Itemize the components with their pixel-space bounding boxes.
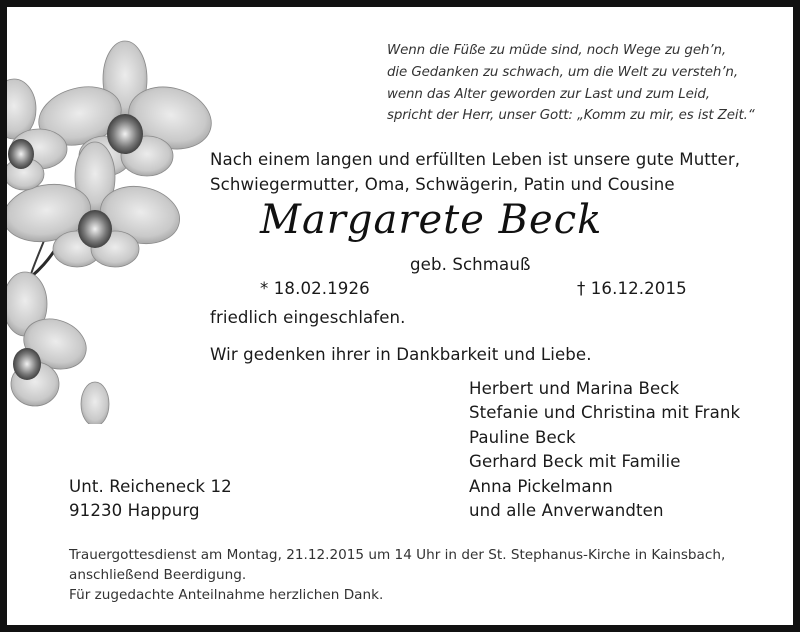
mourner-entry: und alle Anverwandten [469,501,664,521]
mourner-entry: Stefanie und Christina mit Frank [469,403,741,423]
mourner-entry: Pauline Beck [469,427,576,447]
mourner-entry: Gerhard Beck mit Familie [469,452,681,472]
service-line: Für zugedachte Anteilnahme herzlichen Dank. [69,587,384,604]
poem-line: Wenn die Füße zu müde sind, noch Wege zu geh’n, [387,43,727,58]
poem-line: die Gedanken zu schwach, um die Welt zu versteh’n, [387,64,738,80]
passed-text: friedlich eingeschlafen. [210,308,406,327]
poem [387,40,755,127]
orchid-image [7,29,217,424]
service-line: Trauergottesdienst am Montag, 21.12.2015 um 14 Uhr in der St. Stephanus-Kirche in Kainsbach, [69,547,726,563]
intro-text [210,147,740,197]
remembrance-text: Wir gedenken ihrer in Dankbarkeit und Liebe. [210,345,592,364]
service-line: anschließend Beerdigung. [69,567,247,584]
poem-line: spricht der Herr, unser Gott: „Komm zu mir, es ist Zeit.“ [387,108,755,124]
deceased-name: Margarete Beck [260,197,603,243]
mourner-entry: Herbert und Marina Beck [469,379,680,398]
birth-date: * 18.02.1926 [260,279,370,298]
address [69,475,232,524]
service-info [69,545,725,606]
intro-line: Schwiegermutter, Oma, Schwägerin, Patin und Cousine [210,175,675,194]
intro-line: Nach einem langen und erfüllten Leben ist unsere gute Mutter, [210,150,741,169]
maiden-name: geb. Schmauß [410,255,531,274]
address-street: Unt. Reicheneck 12 [69,477,232,496]
address-city: 91230 Happurg [69,501,200,521]
poem-line: wenn das Alter geworden zur Last und zum Leid, [387,86,710,102]
mourners-list [469,377,740,523]
mourner-entry: Anna Pickelmann [469,476,613,496]
death-date: † 16.12.2015 [577,279,687,298]
